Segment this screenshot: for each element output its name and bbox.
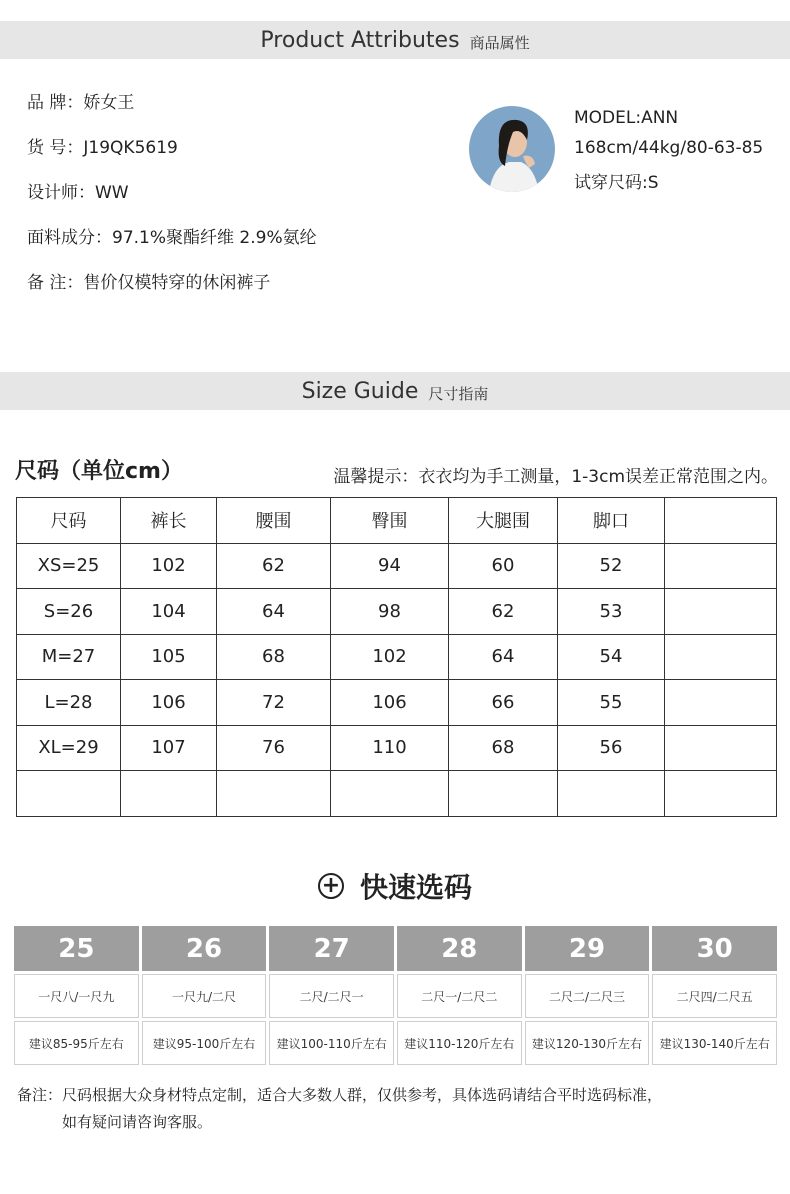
table-cell: S=26 — [17, 589, 121, 635]
model-trial-size: 试穿尺码:S — [574, 173, 659, 193]
header-cell: 腰围 — [217, 498, 331, 544]
quick-waist-cell: 二尺一/二尺二 — [397, 974, 522, 1018]
table-cell: 105 — [121, 634, 217, 680]
table-cell — [121, 771, 217, 817]
table-cell: 110 — [331, 725, 449, 771]
table-row — [17, 589, 777, 635]
table-cell: 64 — [449, 634, 558, 680]
header-cell: 脚口 — [558, 498, 665, 544]
table-cell — [217, 771, 331, 817]
quick-waist-cell: 二尺二/二尺三 — [525, 974, 650, 1018]
size-guide-title-cn: 尺寸指南 — [428, 384, 489, 403]
quick-size-header: 29 — [525, 926, 650, 971]
plus-circle-icon: + — [318, 873, 344, 899]
quick-weight-cell: 建议95-100斤左右 — [142, 1021, 267, 1065]
quick-select-label: 快速选码 — [359, 871, 472, 904]
table-cell: 94 — [331, 543, 449, 589]
table-cell: M=27 — [17, 634, 121, 680]
header-cell: 大腿围 — [449, 498, 558, 544]
quick-weight-cell: 建议85-95斤左右 — [14, 1021, 139, 1065]
table-cell — [331, 771, 449, 817]
measurement-tip: 温馨提示：衣衣均为手工测量，1-3cm误差正常范围之内。 — [333, 467, 778, 487]
table-row — [17, 680, 777, 726]
table-cell: 107 — [121, 725, 217, 771]
header-cell — [665, 498, 777, 544]
quick-waist-cell: 二尺/二尺一 — [269, 974, 394, 1018]
table-cell: 62 — [217, 543, 331, 589]
attr-item-number: 货 号：J19QK5619 — [27, 138, 178, 158]
table-cell: L=28 — [17, 680, 121, 726]
table-cell: 102 — [121, 543, 217, 589]
table-cell: XS=25 — [17, 543, 121, 589]
table-row — [17, 771, 777, 817]
quick-weight-cell: 建议130-140斤左右 — [652, 1021, 777, 1065]
quick-weight-cell: 建议120-130斤左右 — [525, 1021, 650, 1065]
table-header-row — [17, 498, 777, 544]
size-table — [16, 497, 777, 817]
table-cell — [665, 680, 777, 726]
header-cell: 裤长 — [121, 498, 217, 544]
note-line-2: 如有疑问请咨询客服。 — [62, 1113, 213, 1131]
table-cell: 68 — [449, 725, 558, 771]
quick-weight-cell: 建议100-110斤左右 — [269, 1021, 394, 1065]
attr-designer: 设计师：WW — [27, 183, 129, 203]
quick-waist-cell: 一尺八/一尺九 — [14, 974, 139, 1018]
table-cell: 104 — [121, 589, 217, 635]
attr-brand: 品 牌：娇女王 — [27, 93, 135, 113]
quick-size-header: 27 — [269, 926, 394, 971]
table-cell: 54 — [558, 634, 665, 680]
attr-fabric: 面料成分：97.1%聚酯纤维 2.9%氨纶 — [27, 228, 317, 248]
table-cell: 106 — [121, 680, 217, 726]
quick-size-header: 30 — [652, 926, 777, 971]
table-cell — [17, 771, 121, 817]
table-cell — [449, 771, 558, 817]
table-cell — [665, 543, 777, 589]
header-cell: 尺码 — [17, 498, 121, 544]
product-attributes-header — [0, 21, 790, 59]
quick-waist-cell: 二尺四/二尺五 — [652, 974, 777, 1018]
quick-select-grid — [14, 926, 777, 1065]
note-line-1: 备注：尺码根据大众身材特点定制，适合大多数人群，仅供参考，具体选码请结合平时选码标准， — [17, 1086, 663, 1104]
quick-select-title — [0, 866, 790, 906]
quick-size-header: 28 — [397, 926, 522, 971]
quick-weight-cell: 建议110-120斤左右 — [397, 1021, 522, 1065]
table-cell — [665, 634, 777, 680]
table-cell: XL=29 — [17, 725, 121, 771]
table-cell: 53 — [558, 589, 665, 635]
table-cell: 64 — [217, 589, 331, 635]
table-cell: 98 — [331, 589, 449, 635]
quick-waist-cell: 一尺九/二尺 — [142, 974, 267, 1018]
header-cell: 臀围 — [331, 498, 449, 544]
table-cell: 68 — [217, 634, 331, 680]
model-measurements: 168cm/44kg/80-63-85 — [574, 138, 764, 158]
table-cell: 106 — [331, 680, 449, 726]
model-name: MODEL:ANN — [574, 108, 679, 128]
table-cell — [665, 589, 777, 635]
product-attributes-title-cn: 商品属性 — [469, 33, 530, 52]
product-attributes-title: Product Attributes — [260, 27, 460, 53]
table-cell — [665, 725, 777, 771]
table-cell: 62 — [449, 589, 558, 635]
table-cell: 55 — [558, 680, 665, 726]
table-cell: 76 — [217, 725, 331, 771]
table-cell — [558, 771, 665, 817]
table-cell: 72 — [217, 680, 331, 726]
table-row — [17, 634, 777, 680]
size-guide-header — [0, 372, 790, 410]
size-guide-title: Size Guide — [301, 378, 419, 404]
size-unit-title: 尺码（单位cm） — [15, 459, 183, 484]
table-cell: 52 — [558, 543, 665, 589]
attr-note: 备 注：售价仅模特穿的休闲裤子 — [27, 273, 271, 293]
quick-size-header: 25 — [14, 926, 139, 971]
table-row — [17, 725, 777, 771]
quick-size-header: 26 — [142, 926, 267, 971]
table-cell: 56 — [558, 725, 665, 771]
model-avatar — [469, 106, 555, 192]
table-cell: 60 — [449, 543, 558, 589]
table-cell: 66 — [449, 680, 558, 726]
table-cell — [665, 771, 777, 817]
table-row — [17, 543, 777, 589]
table-cell: 102 — [331, 634, 449, 680]
